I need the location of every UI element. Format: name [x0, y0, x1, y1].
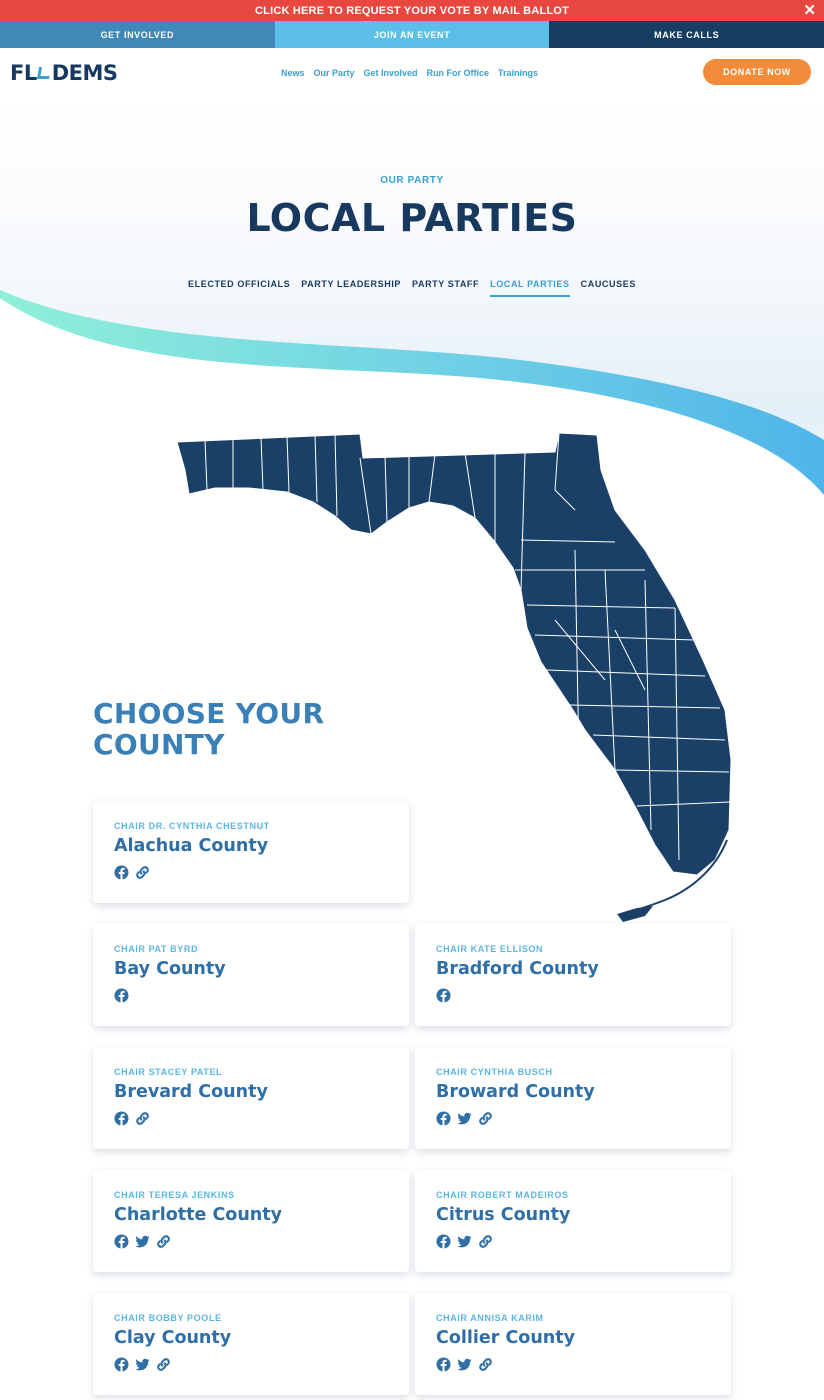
tab-elected-officials[interactable]: ELECTED OFFICIALS [188, 279, 291, 289]
nav-link-get-involved[interactable]: Get Involved [363, 68, 418, 78]
primary-nav [281, 68, 538, 78]
facebook-icon[interactable] [114, 1234, 129, 1249]
choose-county-heading [93, 698, 324, 760]
county-chair: CHAIR TERESA JENKINS [114, 1190, 235, 1200]
link-icon[interactable] [478, 1234, 493, 1249]
county-card-citrus[interactable] [415, 1170, 731, 1272]
county-name-link[interactable]: Alachua County [114, 836, 269, 856]
facebook-icon[interactable] [114, 1111, 129, 1126]
tab-party-leadership[interactable]: PARTY LEADERSHIP [301, 279, 402, 289]
county-chair: CHAIR ROBERT MADEIROS [436, 1190, 569, 1200]
county-name-link[interactable]: Collier County [436, 1328, 576, 1348]
logo-text-left: FL [10, 61, 37, 85]
county-card-bradford[interactable] [415, 924, 731, 1026]
county-social-links [436, 1111, 731, 1126]
link-icon[interactable] [156, 1357, 171, 1372]
county-name-link[interactable]: Charlotte County [114, 1205, 283, 1225]
mail-ballot-banner[interactable] [0, 0, 824, 21]
logo-text-right: DEMS [51, 61, 118, 85]
tab-party-staff[interactable]: PARTY STAFF [412, 279, 480, 289]
county-social-links [114, 1111, 409, 1126]
twitter-icon[interactable] [457, 1111, 472, 1126]
get-involved-button[interactable]: GET INVOLVED [0, 21, 275, 48]
facebook-icon[interactable] [436, 988, 451, 1003]
facebook-icon[interactable] [436, 1357, 451, 1372]
county-card-alachua[interactable] [93, 801, 409, 903]
county-card-broward[interactable] [415, 1047, 731, 1149]
county-social-links [114, 865, 409, 880]
choose-heading-line-1: CHOOSE YOUR [93, 697, 325, 730]
county-social-links [436, 1234, 731, 1249]
county-social-links [114, 1234, 409, 1249]
join-an-event-button[interactable]: JOIN AN EVENT [275, 21, 550, 48]
county-name-link[interactable]: Broward County [436, 1082, 595, 1102]
county-card-clay[interactable] [93, 1293, 409, 1395]
county-social-links [436, 988, 731, 1003]
facebook-icon[interactable] [114, 865, 129, 880]
nav-link-our-party[interactable]: Our Party [313, 68, 355, 78]
fl-dems-logo[interactable] [10, 61, 118, 85]
make-calls-button[interactable]: MAKE CALLS [549, 21, 824, 48]
nav-link-news[interactable]: News [281, 68, 305, 78]
action-bar [0, 21, 824, 48]
county-name-link[interactable]: Bradford County [436, 959, 599, 979]
county-card-collier[interactable] [415, 1293, 731, 1395]
page-eyebrow: OUR PARTY [380, 175, 444, 186]
county-chair: CHAIR CYNTHIA BUSCH [436, 1067, 553, 1077]
facebook-icon[interactable] [436, 1111, 451, 1126]
county-chair: CHAIR ANNISA KARIM [436, 1313, 544, 1323]
tab-caucuses[interactable]: CAUCUSES [580, 279, 636, 289]
county-card-brevard[interactable] [93, 1047, 409, 1149]
nav-link-run-for-office[interactable]: Run For Office [426, 68, 490, 78]
county-chair: CHAIR PAT BYRD [114, 944, 199, 954]
county-social-links [114, 988, 409, 1003]
keys-tip [617, 906, 653, 922]
donate-button[interactable]: DONATE NOW [703, 59, 811, 85]
county-chair: CHAIR KATE ELLISON [436, 944, 544, 954]
county-name-link[interactable]: Bay County [114, 959, 226, 979]
county-social-links [114, 1357, 409, 1372]
facebook-icon[interactable] [114, 988, 129, 1003]
twitter-icon[interactable] [457, 1357, 472, 1372]
link-icon[interactable] [135, 865, 150, 880]
county-card-charlotte[interactable] [93, 1170, 409, 1272]
twitter-icon[interactable] [135, 1357, 150, 1372]
county-card-bay[interactable] [93, 924, 409, 1026]
nav-link-trainings[interactable]: Trainings [498, 68, 539, 78]
mail-ballot-link[interactable]: CLICK HERE TO REQUEST YOUR VOTE BY MAIL BALLOT [255, 4, 569, 17]
link-icon[interactable] [478, 1111, 493, 1126]
choose-heading-line-2: COUNTY [93, 728, 225, 761]
main-header [0, 48, 824, 100]
page-title: LOCAL PARTIES [246, 196, 578, 240]
county-name-link[interactable]: Citrus County [436, 1205, 571, 1225]
county-chair: CHAIR DR. CYNTHIA CHESTNUT [114, 821, 270, 831]
close-icon[interactable]: ✕ [803, 2, 816, 19]
twitter-icon[interactable] [135, 1234, 150, 1249]
link-icon[interactable] [478, 1357, 493, 1372]
county-name-link[interactable]: Clay County [114, 1328, 232, 1348]
county-chair: CHAIR STACEY PATEL [114, 1067, 223, 1077]
tab-local-parties[interactable]: LOCAL PARTIES [490, 279, 569, 297]
facebook-icon[interactable] [114, 1357, 129, 1372]
county-social-links [436, 1357, 731, 1372]
facebook-icon[interactable] [436, 1234, 451, 1249]
county-chair: CHAIR BOBBY POOLE [114, 1313, 222, 1323]
county-name-link[interactable]: Brevard County [114, 1082, 268, 1102]
florida-logo-icon [37, 67, 51, 79]
link-icon[interactable] [135, 1111, 150, 1126]
party-subnav [0, 279, 824, 297]
link-icon[interactable] [156, 1234, 171, 1249]
twitter-icon[interactable] [457, 1234, 472, 1249]
